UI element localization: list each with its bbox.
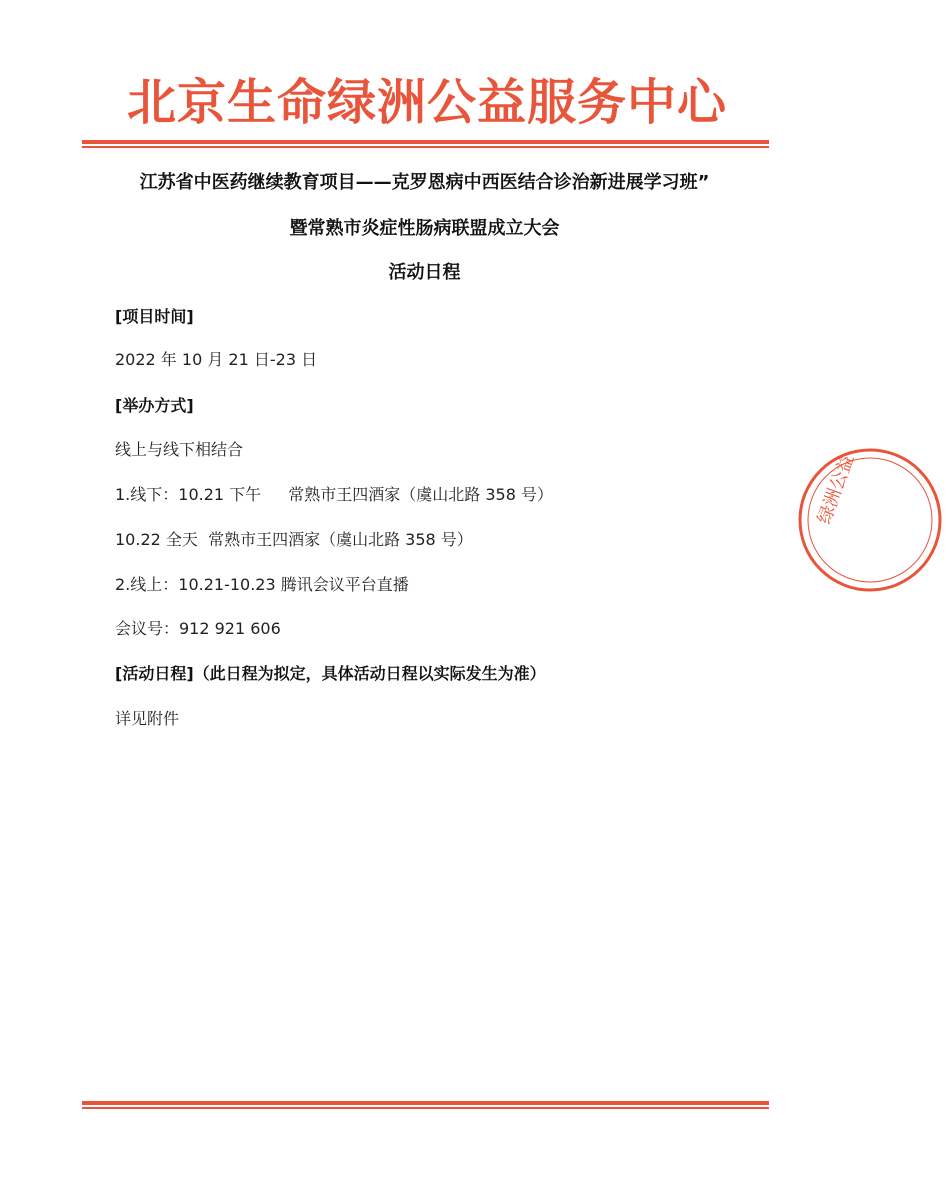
project-time-heading: [项目时间] [115,307,194,326]
offline-day1-line [115,482,553,505]
meeting-id: 会议号：912 921 606 [115,619,281,638]
hosting-mode-heading: [举办方式] [115,396,194,415]
offline-day1-prefix: 1.线下：10.21 下午 [115,485,262,504]
letterhead-rule-thick [82,140,769,144]
schedule-heading: [活动日程] [115,664,194,683]
letterhead-org-name: 北京生命绿洲公益服务中心 [126,73,727,131]
footer-rule-thick [82,1101,769,1105]
project-time-value: 2022 年 10 月 21 日-23 日 [115,350,318,369]
schedule-note: （此日程为拟定，具体活动日程以实际发生为准） [193,664,546,683]
letterhead-rule-thin [82,146,769,148]
attachment-note: 详见附件 [115,709,180,728]
footer-rule-thin [82,1107,769,1109]
official-seal [795,445,945,595]
document-title-line1: 江苏省中医药继续教育项目——克罗恩病中西医结合诊治新进展学习班” [139,172,710,193]
hosting-mode-value: 线上与线下相结合 [115,440,244,459]
seal-text: 绿洲公益 [813,451,859,527]
schedule-line [115,661,546,684]
online-line: 2.线上：10.21-10.23 腾讯会议平台直播 [115,575,409,594]
document-title-line3: 活动日程 [388,262,461,283]
document-title-line2: 暨常熟市炎症性肠病联盟成立大会 [289,218,560,239]
offline-day2-line: 10.22 全天 常熟市王四酒家（虞山北路 358 号） [115,530,473,549]
offline-day1-venue: 常熟市王四酒家（虞山北路 358 号） [288,485,553,504]
